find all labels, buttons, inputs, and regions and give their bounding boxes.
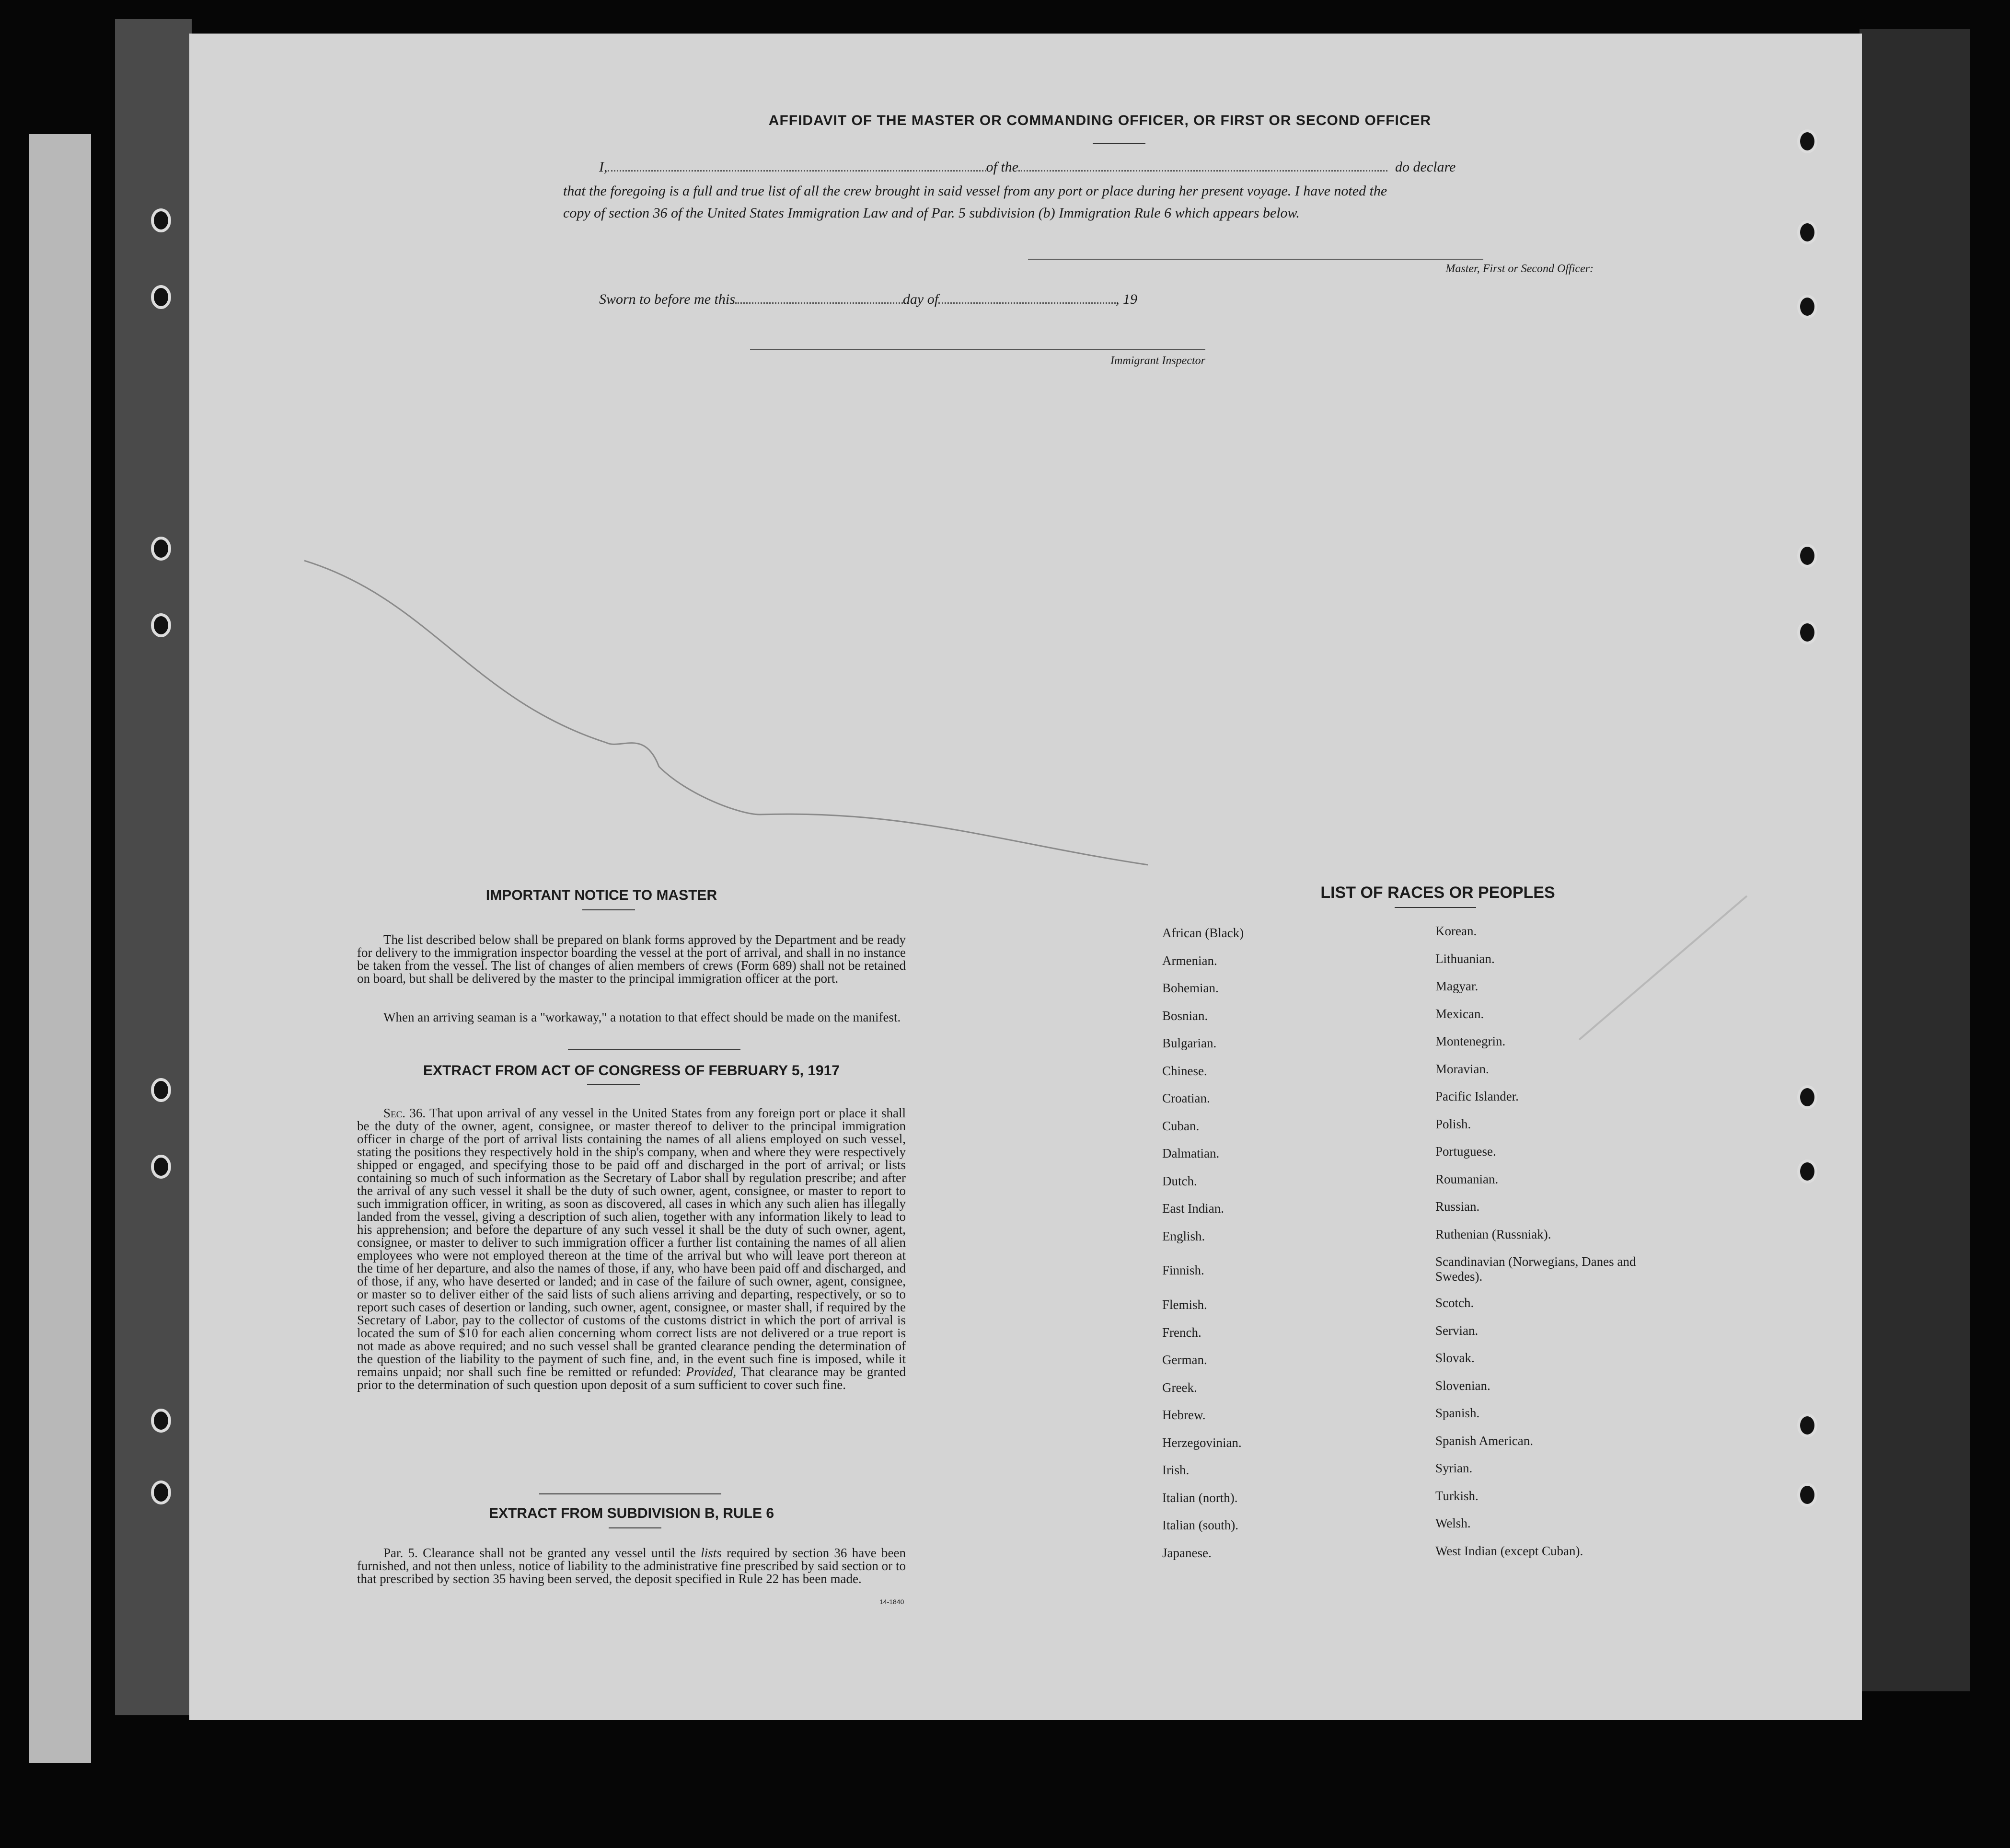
day-of-text: day of xyxy=(902,291,939,307)
races-underline xyxy=(1395,907,1476,908)
binder-spine xyxy=(115,19,192,1715)
race-item: French. xyxy=(1162,1325,1201,1340)
race-item: Polish. xyxy=(1435,1116,1471,1131)
declaration-line-2: that the foregoing is a full and true list of all the crew brought in said vessel from any port or place during her present voyage. I have noted the xyxy=(563,183,1387,199)
race-item: Bosnian. xyxy=(1162,1008,1208,1023)
race-item: Italian (south). xyxy=(1162,1518,1238,1532)
punch-hole xyxy=(151,1481,171,1504)
section-36-text xyxy=(357,1107,906,1391)
race-item: Mexican. xyxy=(1435,1006,1484,1021)
scan-border-right xyxy=(1860,29,1970,1691)
punch-hole xyxy=(151,285,171,309)
race-item: Italian (north). xyxy=(1162,1490,1238,1505)
act-extract-title: EXTRACT FROM ACT OF CONGRESS OF FEBRUARY 5, 1917 xyxy=(423,1063,840,1079)
act-extract-underline xyxy=(587,1084,640,1085)
race-item: Roumanian. xyxy=(1435,1171,1499,1186)
race-item: Armenian. xyxy=(1162,953,1217,968)
race-item: West Indian (except Cuban). xyxy=(1435,1543,1583,1558)
binder-edge xyxy=(29,134,91,1763)
race-item: Syrian. xyxy=(1435,1461,1473,1475)
race-item: Pacific Islander. xyxy=(1435,1089,1519,1103)
race-item: Ruthenian (Russniak). xyxy=(1435,1227,1551,1241)
signature-label: Master, First or Second Officer: xyxy=(1445,263,1594,275)
race-item: Irish. xyxy=(1162,1463,1190,1477)
punch-hole xyxy=(151,208,171,232)
rule-extract-underline xyxy=(609,1527,661,1528)
races-right-column xyxy=(1435,924,1665,1571)
race-item: Portuguese. xyxy=(1435,1144,1496,1159)
race-item: Croatian. xyxy=(1162,1091,1210,1105)
race-item: Finnish. xyxy=(1162,1263,1204,1277)
races-left-column xyxy=(1162,926,1392,1573)
rule-extract-title: EXTRACT FROM SUBDIVISION B, RULE 6 xyxy=(488,1505,774,1521)
race-item: Lithuanian. xyxy=(1435,951,1495,966)
rule-6-text xyxy=(357,1547,906,1585)
affidavit-title: AFFIDAVIT OF THE MASTER OR COMMANDING OFFICER, OR FIRST OR SECOND OFFICER xyxy=(768,113,1432,128)
race-item: Moravian. xyxy=(1435,1061,1489,1076)
race-item: Flemish. xyxy=(1162,1297,1207,1312)
race-item: Korean. xyxy=(1435,924,1477,938)
notice-paragraph-1: The list described below shall be prepared on blank forms approved by the Department and be ready for delivery to the immigration inspector boarding the vessel at the port of arrival, and shall in no instance be taken from the vessel. The list of changes of alien members of crews (Form 689) shall not be retained on board, but shall be delivered by the master to the principal immigration officer at the port. xyxy=(357,932,906,986)
inspector-label: Immigrant Inspector xyxy=(1110,355,1205,367)
year-text: , 19 xyxy=(1116,291,1138,307)
form-number: 14-1840 xyxy=(879,1598,904,1606)
section-divider xyxy=(539,1493,721,1494)
race-item: Slovenian. xyxy=(1435,1378,1490,1393)
punch-hole xyxy=(151,537,171,561)
race-item: Turkish. xyxy=(1435,1488,1479,1503)
race-item: Herzegovinian. xyxy=(1162,1435,1242,1450)
notice-underline xyxy=(582,909,635,910)
section-36-end: That clearance may be granted prior to the determination of such question upon deposit of a sum sufficient to cover such fine. xyxy=(357,1365,906,1392)
race-item: Slovak. xyxy=(1435,1351,1475,1365)
race-item: Greek. xyxy=(1162,1380,1197,1395)
race-item: Dutch. xyxy=(1162,1173,1197,1188)
race-item: African (Black) xyxy=(1162,926,1244,940)
declaration-declare: do declare xyxy=(1395,159,1456,175)
sworn-text: Sworn to before me this xyxy=(599,291,735,307)
punch-hole xyxy=(151,1155,171,1179)
race-item: Bulgarian. xyxy=(1162,1036,1217,1050)
rule-6-text-b: required by section 36 have been furnished, and not then unless, notice of liability to the administrative fine prescribed by said section or to that prescribed by section 35 having been served, the deposit specified in Rule 22 has been made. xyxy=(357,1546,906,1586)
race-item: English. xyxy=(1162,1228,1205,1243)
race-item: Magyar. xyxy=(1435,979,1479,993)
notice-paragraph-2: When an arriving seaman is a "workaway," a notation to that effect should be made on the manifest. xyxy=(383,1010,901,1024)
section-divider xyxy=(568,1049,740,1050)
race-item: Servian. xyxy=(1435,1323,1479,1338)
race-item: Scandinavian (Norwegians, Danes and Swedes). xyxy=(1435,1254,1636,1284)
race-item: Scotch. xyxy=(1435,1296,1474,1310)
notice-title: IMPORTANT NOTICE TO MASTER xyxy=(485,887,717,903)
punch-hole xyxy=(151,1078,171,1102)
race-item: Chinese. xyxy=(1162,1063,1207,1078)
race-item: Montenegrin. xyxy=(1435,1034,1506,1048)
section-36-body: That upon arrival of any vessel in the United States from any foreign port or place it shall be the duty of the owner, agent, consignee, or master thereof to deliver to the principal immigration officer in charge of the port of arrival lists containing the names of all aliens employed on such vessel, stating the positions they respectively hold in the ship's company, when and where they were respectively shipped or engaged, and specifying those to be paid off and discharged in the port of arrival; or lists containing so much of such information as the Secretary of Labor shall by regulation prescribe; and after the arrival of any such vessel it shall be the duty of such owner, agent, consignee, or master to report to such immigration officer, in writing, as soon as discovered, all cases in which any such alien has illegally landed from the vessel, giving a description of such alien, together with any information likely to lead to his apprehension; and before the departure of any such vessel it shall be the duty of such owner, agent, consignee, or master to deliver to such immigration officer a further list containing the names of all alien employees who were not employed thereon at the time of the arrival but who will leave port thereon at the time of her departure, and also the names of those, if any, who have been paid off and discharged, and of those, if any, who have deserted or landed; and in case of the failure of such owner, agent, consignee, or master so to deliver either of the said lists of such aliens arriving and departing, respectively, or so to report such cases of desertion or landing, such owner, agent, consignee, or master shall, if required by the Secretary of Labor, pay to the collector of customs of the customs district in which the port of arrival is located the sum of $10 for each alien concerning whom correct lists are not delivered or a true report is not made as above required; and no such vessel shall be granted clearance pending the determination of the question of the liability to the payment of such fine, and, in the event such fine is imposed, while it remains unpaid; nor shall such fine be remitted or refunded: xyxy=(357,1106,906,1379)
declaration-of: of the xyxy=(986,159,1018,175)
punch-hole xyxy=(151,1409,171,1433)
race-item: East Indian. xyxy=(1162,1201,1224,1216)
races-title: LIST OF RACES OR PEOPLES xyxy=(1320,884,1555,902)
lists-word: lists xyxy=(701,1546,722,1560)
race-item: Cuban. xyxy=(1162,1118,1200,1133)
section-label: Sec. 36. xyxy=(383,1106,426,1120)
rule-6-text-a: Par. 5. Clearance shall not be granted any vessel until the xyxy=(383,1546,696,1560)
race-item: Russian. xyxy=(1435,1199,1480,1214)
declaration-i: I, xyxy=(599,159,608,175)
race-item: Spanish. xyxy=(1435,1406,1480,1420)
provided-word: Provided, xyxy=(686,1365,737,1379)
race-item: Bohemian. xyxy=(1162,981,1219,995)
race-item: Japanese. xyxy=(1162,1545,1212,1560)
race-item: Spanish American. xyxy=(1435,1433,1533,1448)
punch-hole xyxy=(151,613,171,637)
race-item: German. xyxy=(1162,1353,1207,1367)
declaration-line-3: copy of section 36 of the United States Immigration Law and of Par. 5 subdivision (b) Immigration Rule 6 which appears below. xyxy=(563,205,1300,221)
race-item: Welsh. xyxy=(1435,1516,1471,1530)
race-item: Dalmatian. xyxy=(1162,1146,1220,1160)
race-item: Hebrew. xyxy=(1162,1408,1206,1422)
document-page xyxy=(189,34,1862,1720)
